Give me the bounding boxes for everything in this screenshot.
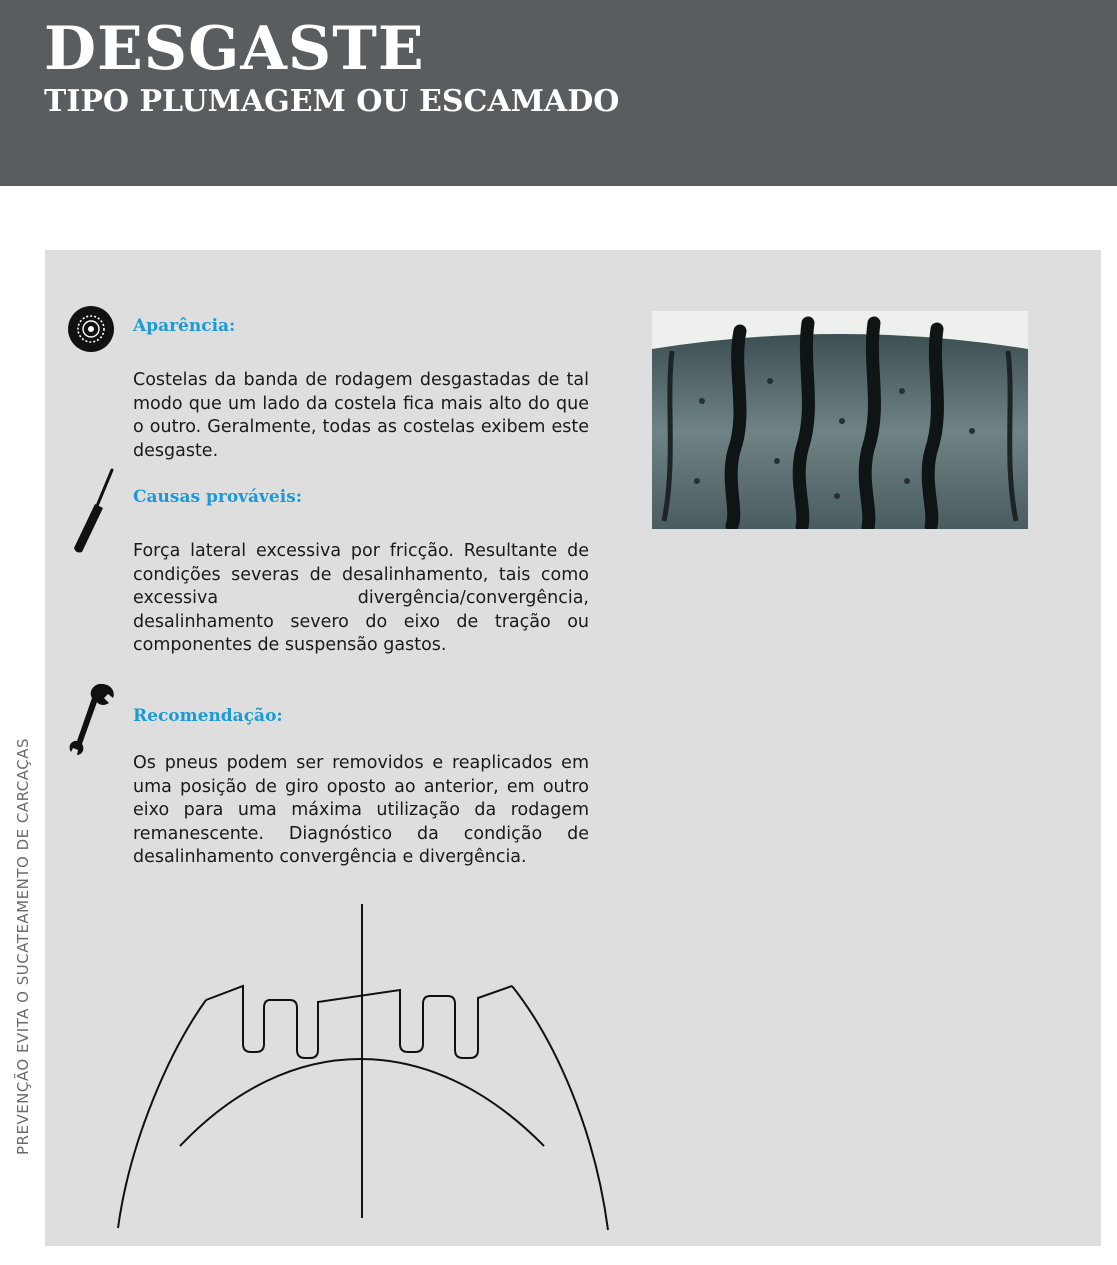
section-body-appearance: Costelas da banda de rodagem desgastadas de tal modo que um lado da costela fica mais alto do que o outro. Geralmente, todas as costelas exibem este desgaste. [133, 370, 589, 461]
tire-icon [67, 305, 115, 353]
page-subtitle: TIPO PLUMAGEM OU ESCAMADO [44, 84, 620, 119]
section-body-causes: Força lateral excessiva por fricção. Resultante de condições severas de desalinhamento, tais como excessiva divergência/convergência, desalinhamento severo do eixo de tração ou componentes de suspensão gastos. [133, 541, 589, 655]
screwdriver-icon [68, 466, 118, 556]
wrench-icon [68, 682, 118, 758]
tread-wear-diagram [100, 900, 630, 1240]
section-body-recommendation: Os pneus podem ser removidos e reaplicados em uma posição de giro oposto ao anterior, em outro eixo para uma máxima utilização da rodagem remanescente. Diagnóstico da condição de desalinhamento convergência e divergência. [133, 753, 589, 867]
diagram-right-sidewall [512, 986, 608, 1230]
diagram-left-sidewall [118, 1000, 206, 1228]
section-label-recommendation: Recomendação: [133, 706, 283, 726]
vertical-side-caption: PREVENÇÃO EVITA O SUCATEAMENTO DE CARCAÇAS [14, 738, 32, 1155]
section-label-appearance: Aparência: [133, 316, 236, 336]
section-label-causes: Causas prováveis: [133, 487, 303, 507]
diagram-tread-profile [206, 986, 512, 1058]
page-header [0, 0, 1117, 186]
page-title: DESGASTE [44, 14, 425, 84]
tire-tread-photo [652, 311, 1028, 529]
